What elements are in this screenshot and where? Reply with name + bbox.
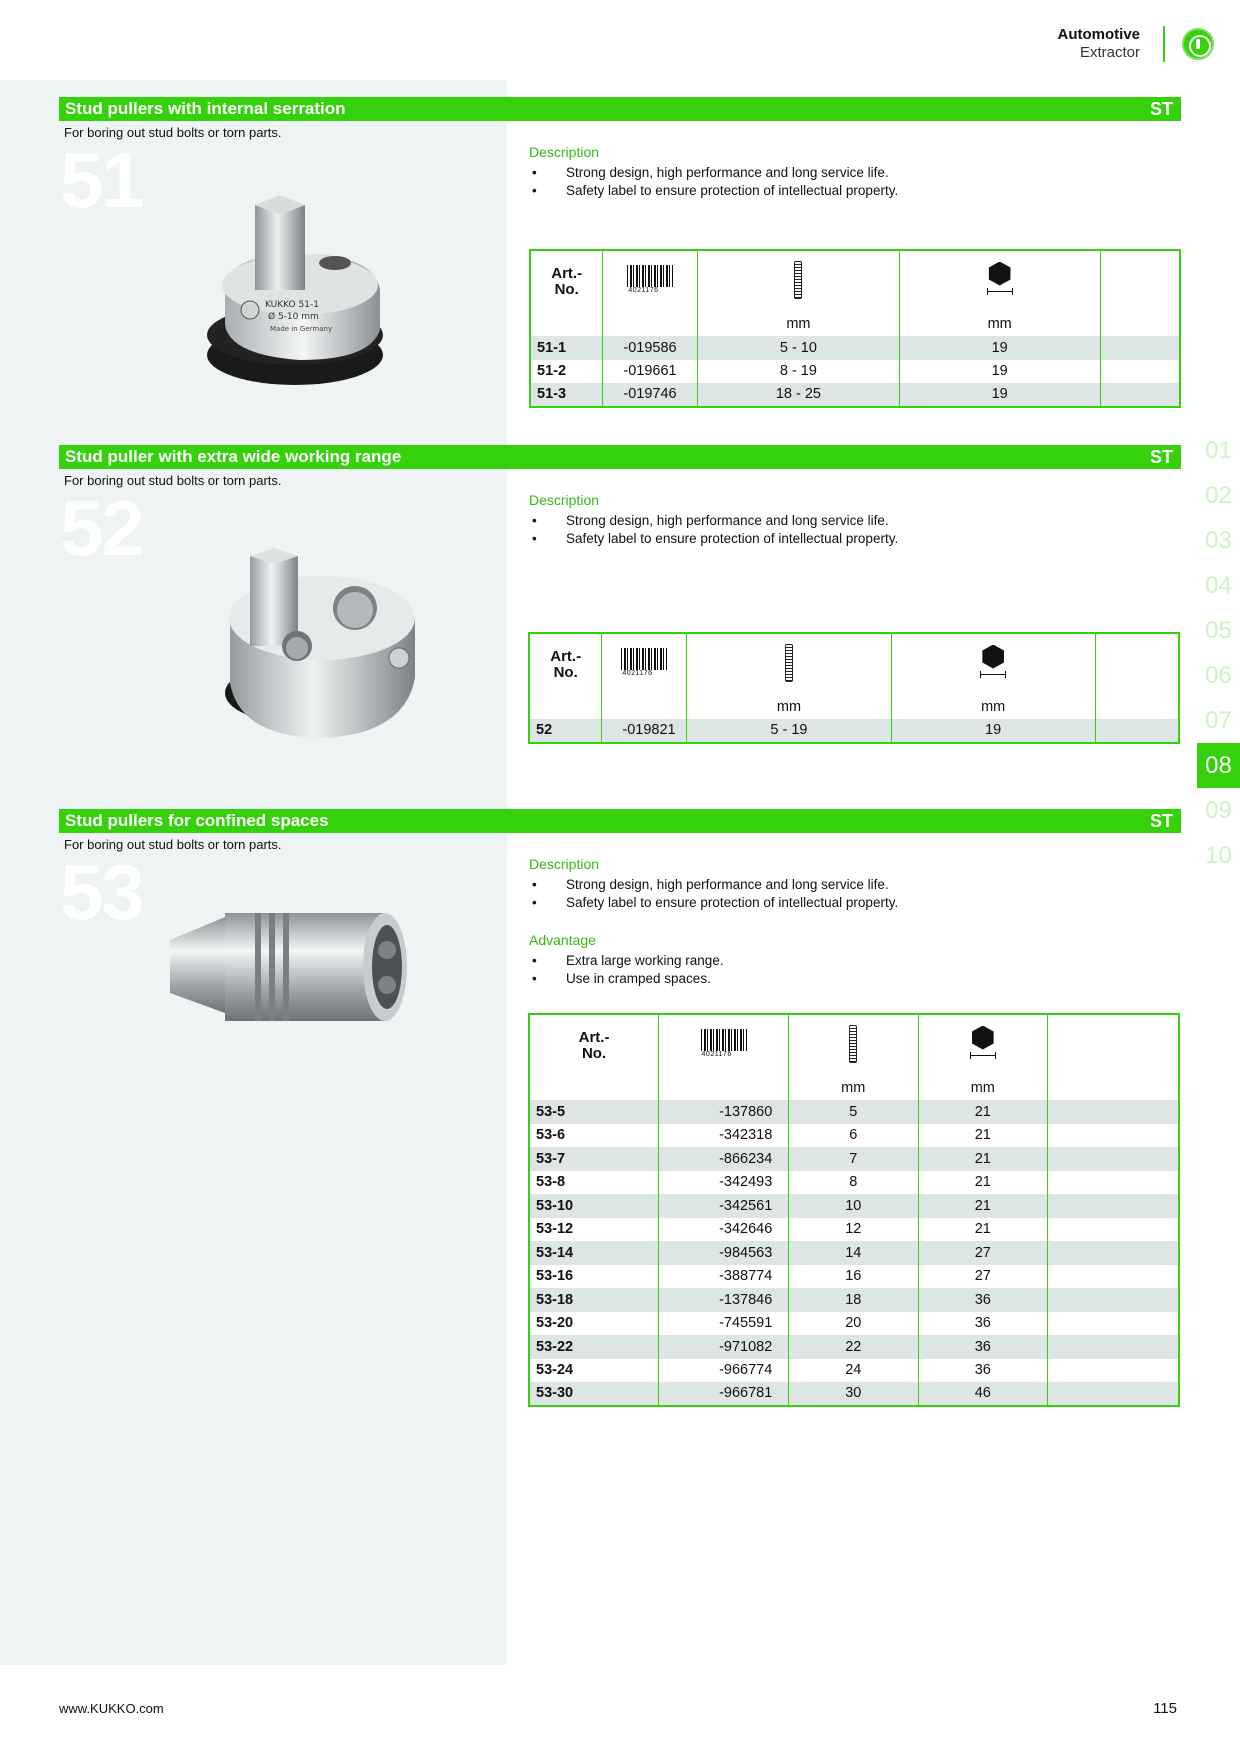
- art-no-header: Art.- No.: [530, 250, 603, 312]
- empty-header: [1100, 250, 1180, 312]
- section-number: 53: [60, 848, 143, 936]
- description-item: • Safety label to ensure protection of intellectual property.: [529, 894, 898, 912]
- chapter-tab-05[interactable]: 05: [1197, 608, 1240, 653]
- section-title: Stud pullers with internal serration: [65, 99, 346, 118]
- section-title: Stud pullers for confined spaces: [65, 811, 329, 830]
- art-no-header: Art.- No.: [529, 1014, 659, 1076]
- bolt-diameter-icon: [687, 633, 891, 695]
- table-row: 51-3 -019746 18 - 25 19: [530, 383, 1180, 407]
- description-item: • Safety label to ensure protection of intellectual property.: [529, 530, 898, 548]
- photo-engraving-brand: KUKKO 51-1: [265, 300, 319, 310]
- description-block-52: [529, 492, 898, 548]
- spec-table-53: [528, 1013, 1180, 1407]
- description-title: Description: [529, 856, 600, 872]
- chapter-tab-06[interactable]: 06: [1197, 653, 1240, 698]
- unit-label: mm: [899, 312, 1100, 336]
- chapter-tab-02[interactable]: 02: [1197, 473, 1240, 518]
- description-item: • Strong design, high performance and long service life.: [529, 512, 898, 530]
- table-row: 53-10 -342561 10 21: [529, 1194, 1179, 1218]
- chapter-tabs: [1197, 428, 1240, 878]
- unit-label: mm: [789, 1076, 919, 1100]
- art-no-header: Art.- No.: [529, 633, 602, 695]
- table-row: 53-12 -342646 12 21: [529, 1218, 1179, 1242]
- spec-table-52: [528, 632, 1180, 744]
- table-row: 53-5 -137860 5 21: [529, 1100, 1179, 1124]
- table-row: 53-8 -342493 8 21: [529, 1171, 1179, 1195]
- chapter-tab-09[interactable]: 09: [1197, 788, 1240, 833]
- advantage-title: Advantage: [529, 932, 596, 948]
- advantage-item: • Use in cramped spaces.: [529, 970, 898, 988]
- description-title: Description: [529, 144, 600, 160]
- section-code: ST: [1149, 447, 1173, 467]
- description-block-51: [529, 144, 898, 200]
- description-item: • Safety label to ensure protection of intellectual property.: [529, 182, 898, 200]
- section-subtitle: For boring out stud bolts or torn parts.: [64, 473, 282, 488]
- description-item: • Strong design, high performance and long service life.: [529, 164, 898, 182]
- stud-puller-52-photo: [205, 548, 425, 748]
- chapter-tab-08[interactable]: 08: [1197, 743, 1240, 788]
- table-row: 52 -019821 5 - 19 19: [529, 719, 1179, 743]
- unit-label: mm: [698, 312, 899, 336]
- description-item: • Strong design, high performance and long service life.: [529, 876, 898, 894]
- table-row: 53-20 -745591 20 36: [529, 1312, 1179, 1336]
- spec-table-51: [529, 249, 1181, 408]
- hex-size-icon: [899, 250, 1100, 312]
- section-title-bar-51: [59, 97, 1181, 121]
- section-title-bar-53: [59, 809, 1181, 833]
- photo-engraving-range: Ø 5-10 mm: [268, 312, 319, 322]
- chapter-tab-03[interactable]: 03: [1197, 518, 1240, 563]
- section-subtitle: For boring out stud bolts or torn parts.: [64, 837, 282, 852]
- table-row: 53-22 -971082 22 36: [529, 1335, 1179, 1359]
- table-row: 51-1 -019586 5 - 10 19: [530, 336, 1180, 360]
- table-row: 53-14 -984563 14 27: [529, 1241, 1179, 1265]
- table-row: 53-18 -137846 18 36: [529, 1288, 1179, 1312]
- section-number: 52: [60, 484, 143, 572]
- hex-size-icon: [918, 1014, 1048, 1076]
- barcode-icon: 4021176: [602, 633, 687, 695]
- stud-puller-53-photo: [165, 905, 430, 1035]
- bolt-diameter-icon: [789, 1014, 919, 1076]
- chapter-tab-07[interactable]: 07: [1197, 698, 1240, 743]
- kukko-logo-icon: [1182, 28, 1214, 60]
- section-title: Stud puller with extra wide working range: [65, 447, 402, 466]
- empty-header: [1048, 1014, 1179, 1076]
- unit-label: mm: [918, 1076, 1048, 1100]
- description-title: Description: [529, 492, 600, 508]
- footer-url-link[interactable]: www.KUKKO.com: [59, 1701, 164, 1716]
- table-row: 51-2 -019661 8 - 19 19: [530, 360, 1180, 384]
- section-code: ST: [1149, 811, 1173, 831]
- advantage-item: • Extra large working range.: [529, 952, 898, 970]
- table-row: 53-16 -388774 16 27: [529, 1265, 1179, 1289]
- chapter-tab-10[interactable]: 10: [1197, 833, 1240, 878]
- bolt-diameter-icon: [698, 250, 899, 312]
- page-header: [1058, 26, 1141, 62]
- section-number: 51: [60, 136, 143, 224]
- barcode-icon: 4021176: [659, 1014, 789, 1076]
- table-row: 53-30 -966781 30 46: [529, 1382, 1179, 1406]
- barcode-icon: 4021176: [603, 250, 698, 312]
- unit-label: mm: [891, 695, 1095, 719]
- hex-size-icon: [891, 633, 1095, 695]
- table-row: 53-24 -966774 24 36: [529, 1359, 1179, 1383]
- stud-puller-51-photo: [200, 195, 430, 395]
- header-divider: [1163, 26, 1165, 62]
- header-subcategory: Extractor: [1079, 44, 1140, 61]
- header-category: Automotive: [1057, 26, 1140, 43]
- description-block-53: [529, 856, 898, 988]
- empty-header: [1095, 633, 1179, 695]
- table-row: 53-7 -866234 7 21: [529, 1147, 1179, 1171]
- page-number: 115: [1153, 1700, 1177, 1717]
- photo-engraving-origin: Made in Germany: [270, 325, 333, 333]
- table-row: 53-6 -342318 6 21: [529, 1124, 1179, 1148]
- section-code: ST: [1149, 99, 1173, 119]
- chapter-tab-04[interactable]: 04: [1197, 563, 1240, 608]
- chapter-tab-01[interactable]: 01: [1197, 428, 1240, 473]
- section-title-bar-52: [59, 445, 1181, 469]
- unit-label: mm: [687, 695, 891, 719]
- section-subtitle: For boring out stud bolts or torn parts.: [64, 125, 282, 140]
